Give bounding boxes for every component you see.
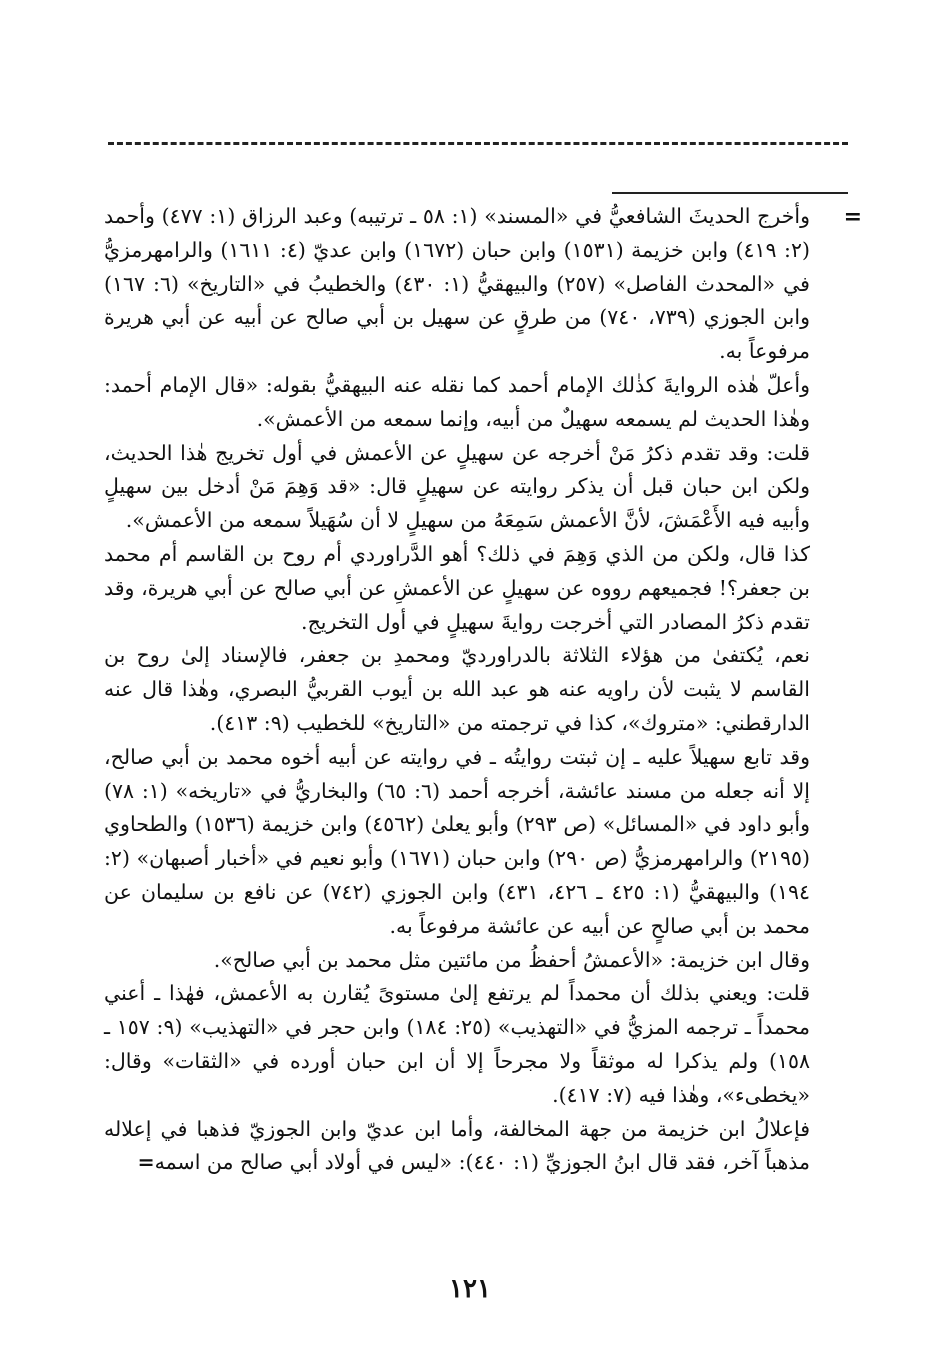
paragraph: نعم، يُكتفىٰ من هؤلاء الثلاثة بالدراورديّ ومحمدِ بن جعفر، فالإسناد إلىٰ روح بن القاسم لا يثبت لأن راويه عنه هو عبد الله بن أيوب القربيُّ البصري، وهٰذا قال عنه الدارقطني: «متروك»، كذا في ترجمته من «التاريخ» للخطيب (٩: ٤١٣). [104,643,810,735]
paragraph: كذا قال، ولكن من الذي وَهِمَ في ذلك؟ أهو الدَّراوردي أم روح بن القاسم أم محمد بن جعفر؟! فجميعهم رووه عن سهيلٍ عن الأعمشِ عن أبي صالح عن أبي هريرة، وقد تقدم ذكرُ المصادر التي أخرجت روايةَ سهيلٍ في أول التخريج. [104,541,810,634]
footnote-body [104,200,810,1180]
paragraph: وقد تابع سهيلاً عليه ـ إن ثبتت روايتُه ـ في روايته عن أبيه أخوه محمد بن أبي صالح، إلا أنه جعله من مسند عائشة، أخرجه أحمد (٦: ٦٥) والبخاريُّ في «تاريخه» (١: ٧٨) وأبو داود في «المسائل» (ص ٢٩٣) وأبو يعلىٰ (٤٥٦٢) وابن خزيمة (١٥٣٦) والطحاوي (٢١٩٥) والرامهرمزيُّ (ص ٢٩٠) وابن حبان (١٦٧١) وأبو نعيم في «أخبار أصبهان» (٢: ١٩٤) والبيهقيُّ (١: ٤٢٥ ـ ٤٢٦، ٤٣١) وابن الجوزي (٧٤٢) عن نافع بن سليمان عن محمد بن أبي صالحٍ عن أبيه عن عائشة مرفوعاً به. [104,744,811,938]
paragraph: قلت: وقد تقدم ذكرُ مَنْ أخرجه عن سهيلٍ عن الأعمش في أول تخريج هٰذا الحديث، ولكن ابن حبان قبل أن يذكر روايته عن سهيلٍ قال: «قد وَهِمَ مَنْ أدخل بين سهيلٍ وأبيه فيه الأَعْمَشَ، لأنَّ الأعمش سَمِعَهُ من سهيلٍ لا أن سُهَيلاً سمعه من الأعمش». [104,440,810,533]
continuation-marker: = [843,204,862,230]
paragraph: قلت: ويعني بذلك أن محمداً لم يرتفع إلىٰ مستوىً يُقارن به الأعمش، فهٰذا ـ أعني محمداً ـ ترجمه المزيُّ في «التهذيب» (٢٥: ١٨٤) وابن حجر في «التهذيب» (٩: ١٥٧ ـ ١٥٨) ولم يذكرا له موثقاً ولا مجرحاً إلا أن ابن حبان أورده في «الثقات» وقال: «يخطىء»، وهٰذا فيه (٧: ٤١٧). [104,981,810,1107]
end-continuation-marker: = [137,1150,155,1175]
paragraph-last [104,1113,810,1181]
paragraph: وقال ابن خزيمة: «الأعمشُ أحفظُ من مائتين مثل محمد بن أبي صالح». [213,947,810,972]
paragraph: وأعلّ هٰذه الروايةَ كذٰلك الإمام أحمد كما نقله عنه البيهقيُّ بقوله: «قال الإمام أحمد: وهٰذا الحديث لم يسمعه سهيلٌ من أبيه، وإنما سمعه من الأعمش». [104,372,810,431]
paragraph: وأخرج الحديثَ الشافعيُّ في «المسند» (١: ٥٨ ـ ترتيبه) وعبد الرزاق (١: ٤٧٧) وأحمد (٢: ٤١٩) وابن خزيمة (١٥٣١) وابن حبان (١٦٧٢) وابن عديّ (٤: ١٦١١) والرامهرمزيُّ في «المحدث الفاصل» (٢٥٧) والبيهقيُّ (١: ٤٣٠) والخطيبُ في «التاريخ» (٦: ١٦٧) وابن الجوزي (٧٣٩، ٧٤٠) من طرقٍ عن سهيل بن أبي صالح عن أبيه عن أبي هريرة مرفوعاً به. [104,204,810,364]
page-number: ١٢١ [449,1274,491,1304]
paragraph-text: فإعلالُ ابن خزيمة من جهة المخالفة، وأما ابن عديّ وابن الجوزيّ فذهبا في إعلاله مذهباً آخر، فقد قال ابنُ الجوزيِّ (١: ٤٤٠): «ليس في أولاد أبي صالح من اسمه [104,1116,810,1175]
footnote-rule [612,192,848,194]
dashed-separator [108,142,848,145]
